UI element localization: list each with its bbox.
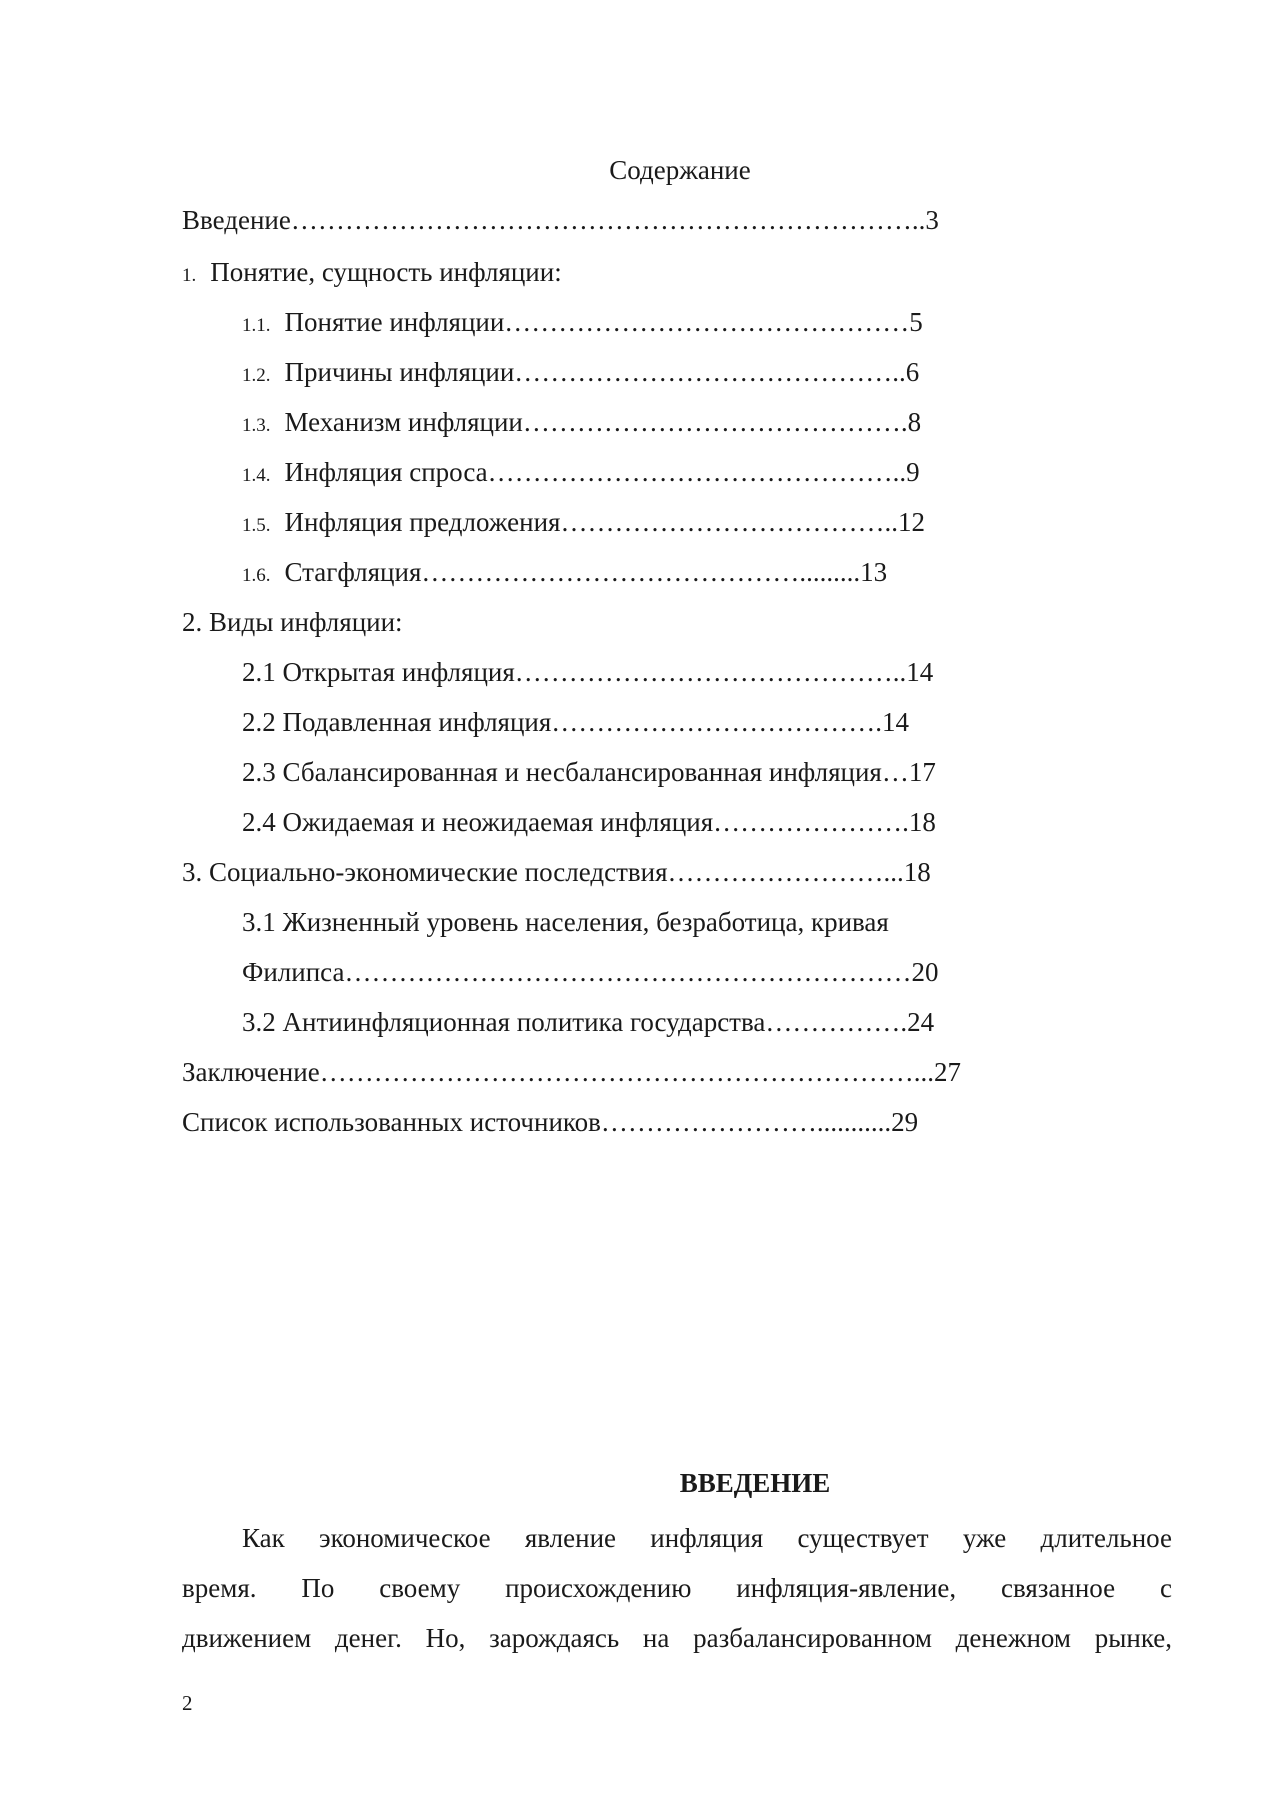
introduction-heading: ВВЕДЕНИЕ [679,1468,831,1498]
toc-entry-text: Понятие инфляции………………………………………5 [284,307,923,337]
toc-entry-number: 1.5. [242,515,271,536]
toc-entry-number: 1.6. [242,565,271,586]
toc-section-2[interactable]: 2. Виды инфляции: [182,607,403,637]
toc-entry-text: Инфляция спроса………………………………………..9 [284,457,920,487]
toc-section-1-number: 1. [182,265,197,286]
toc-entry-1-2[interactable] [242,352,919,396]
toc-entry-1-6[interactable] [242,552,887,596]
toc-section-3[interactable]: 3. Социально-экономические последствия……………………...18 [182,857,931,887]
toc-entry-text: Стагфляция…………………………………….........13 [284,557,888,587]
toc-entry-number: 1.1. [242,315,271,336]
toc-entry-2-3[interactable]: 2.3 Сбалансированная и несбалансированная инфляция…17 [242,757,936,787]
toc-entry-introduction[interactable]: Введение……………………………………………………………..3 [182,205,939,235]
toc-entry-1-5[interactable] [242,502,925,546]
introduction-line-2: время. По своему происхождению инфляция-явление, связанное с [182,1573,1172,1603]
toc-entry-conclusion[interactable]: Заключение…………………………………………………………...27 [182,1057,961,1087]
toc-entry-sources[interactable]: Список использованных источников……………………...........29 [182,1107,919,1137]
toc-entry-number: 1.3. [242,415,271,436]
introduction-line-1: Как экономическое явление инфляция существует уже длительное [242,1523,1172,1553]
page-number: 2 [182,1691,193,1715]
toc-title: Содержание [609,155,751,185]
toc-entry-2-2[interactable]: 2.2 Подавленная инфляция……………………………….14 [242,707,910,737]
toc-entry-3-1-line1[interactable]: 3.1 Жизненный уровень населения, безработица, кривая [242,907,889,937]
toc-entry-3-1-line2[interactable]: Филипса………………………………………………………20 [242,957,939,987]
toc-entry-1-3[interactable] [242,402,921,446]
toc-entry-1-4[interactable] [242,452,920,496]
toc-entry-number: 1.4. [242,465,271,486]
introduction-line-3: движением денег. Но, зарождаясь на разбалансированном денежном рынке, [182,1623,1172,1653]
toc-entry-1-1[interactable] [242,302,923,346]
toc-entry-text: Инфляция предложения………………………………..12 [284,507,925,537]
toc-entry-2-1[interactable]: 2.1 Открытая инфляция……………………………………..14 [242,657,934,687]
toc-entry-2-4[interactable]: 2.4 Ожидаемая и неожидаемая инфляция………………….18 [242,807,936,837]
toc-section-1-text: Понятие, сущность инфляции: [210,257,562,287]
toc-entry-text: Причины инфляции……………………………………..6 [284,357,920,387]
toc-entry-number: 1.2. [242,365,271,386]
toc-entry-text: Механизм инфляции…………………………………….8 [284,407,922,437]
toc-section-1[interactable] [182,252,562,296]
toc-entry-3-2[interactable]: 3.2 Антиинфляционная политика государства…………….24 [242,1007,935,1037]
